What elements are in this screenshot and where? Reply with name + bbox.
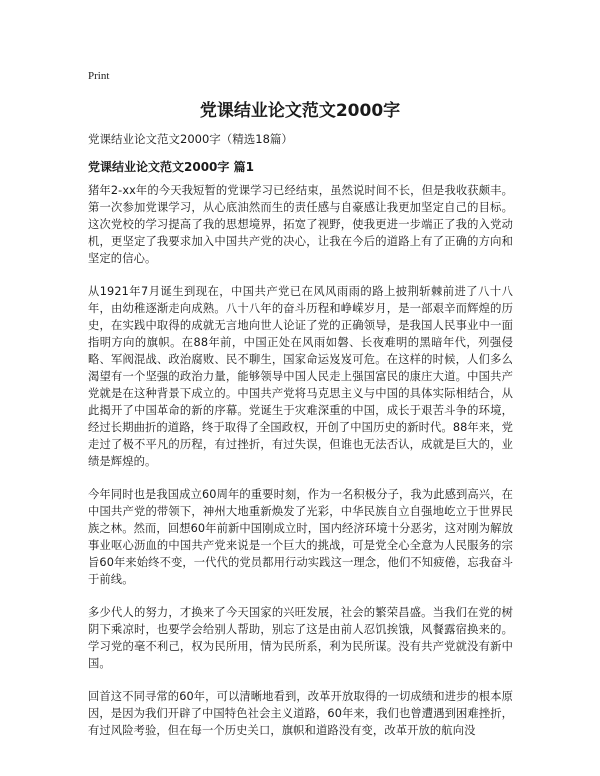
paragraph-3: 今年同时也是我国成立60周年的重要时刻，作为一名积极分子，我为此感到高兴，在中国共产党的带领下，神州大地重新焕发了光彩，中华民族自立自强地屹立于世界民族之林。然而，回想60年前新中国刚成立时，国内经济环境十分恶劣，这对刚为解放事业呕心沥血的中国共产党来说是一个巨大的挑战，可是党全心全意为人民服务的宗旨60年来始终不变，一代代的党员都用行动实践这一理念，他们不知疲倦，忘我奋斗于前线。 <box>88 488 513 586</box>
paragraph-1: 猪年2-xx年的今天我短暂的党课学习已经结束，虽然说时间不长，但是我收获颇丰。第一次参加党课学习，从心底油然而生的责任感与自豪感让我更加坚定自己的目标。这次党校的学习提高了我的思想境界，拓宽了视野，使我更进一步端正了我的入党动机，更坚定了我要求加入中国共产党的决心，让我在今后的道路上有了正确的方向和坚定的信心。 <box>88 184 513 265</box>
section-heading: 党课结业论文范文2000字 篇1 <box>88 160 254 174</box>
paragraph-4: 多少代人的努力，才换来了今天国家的兴旺发展，社会的繁荣昌盛。当我们在党的树阴下乘凉时，也要学会给别人帮助，别忘了这是由前人忍饥挨饿，风餐露宿换来的。学习党的毫不利己，权为民所用，情为民所系，利为民所谋。没有共产党就没有新中国。 <box>88 606 513 670</box>
document-body <box>88 182 513 755</box>
paragraph-5: 回首这不同寻常的60年，可以清晰地看到，改革开放取得的一切成绩和进步的根本原因，是因为我们开辟了中国特色社会主义道路，60年来，我们也曾遭遇到困难挫折，有过风险考验，但在每一个历史关口，旗帜和道路没有变，改革开放的航向没 <box>88 690 513 737</box>
print-link[interactable]: Print <box>88 70 110 82</box>
document-subtitle: 党课结业论文范文2000字（精选18篇） <box>88 132 293 146</box>
paragraph-2: 从1921年7月诞生到现在，中国共产党已在风风雨雨的路上披荆斩棘前进了八十八年，由幼稚逐渐走向成熟。八十八年的奋斗历程和峥嵘岁月，是一部艰辛而辉煌的历史，在实践中取得的成就无言地向世人论证了党的正确领导，是我国人民事业中一面指明方向的旗帜。在88年前，中国正处在风雨如磐、长夜难明的黑暗年代，列强侵略、军阀混战、政治腐败、民不聊生，国家命运岌岌可危。在这样的时候，人们多么渴望有一个坚强的政治力量，能够领导中国人民走上强国富民的康庄大道。中国共产党就是在这种背景下成立的。中国共产党将马克思主义与中国的具体实际相结合，从此揭开了中国革命的新的序幕。党诞生于灾难深重的中国，成长于艰苦斗争的环境，经过长期曲折的道路，终于取得了全国政权，开创了中国历史的新时代。88年来，党走过了极不平凡的历程，有过挫折，有过失误，但谁也无法否认，成就是巨大的，业绩是辉煌的。 <box>88 285 513 468</box>
document-title: 党课结业论文范文2000字 <box>199 101 401 121</box>
